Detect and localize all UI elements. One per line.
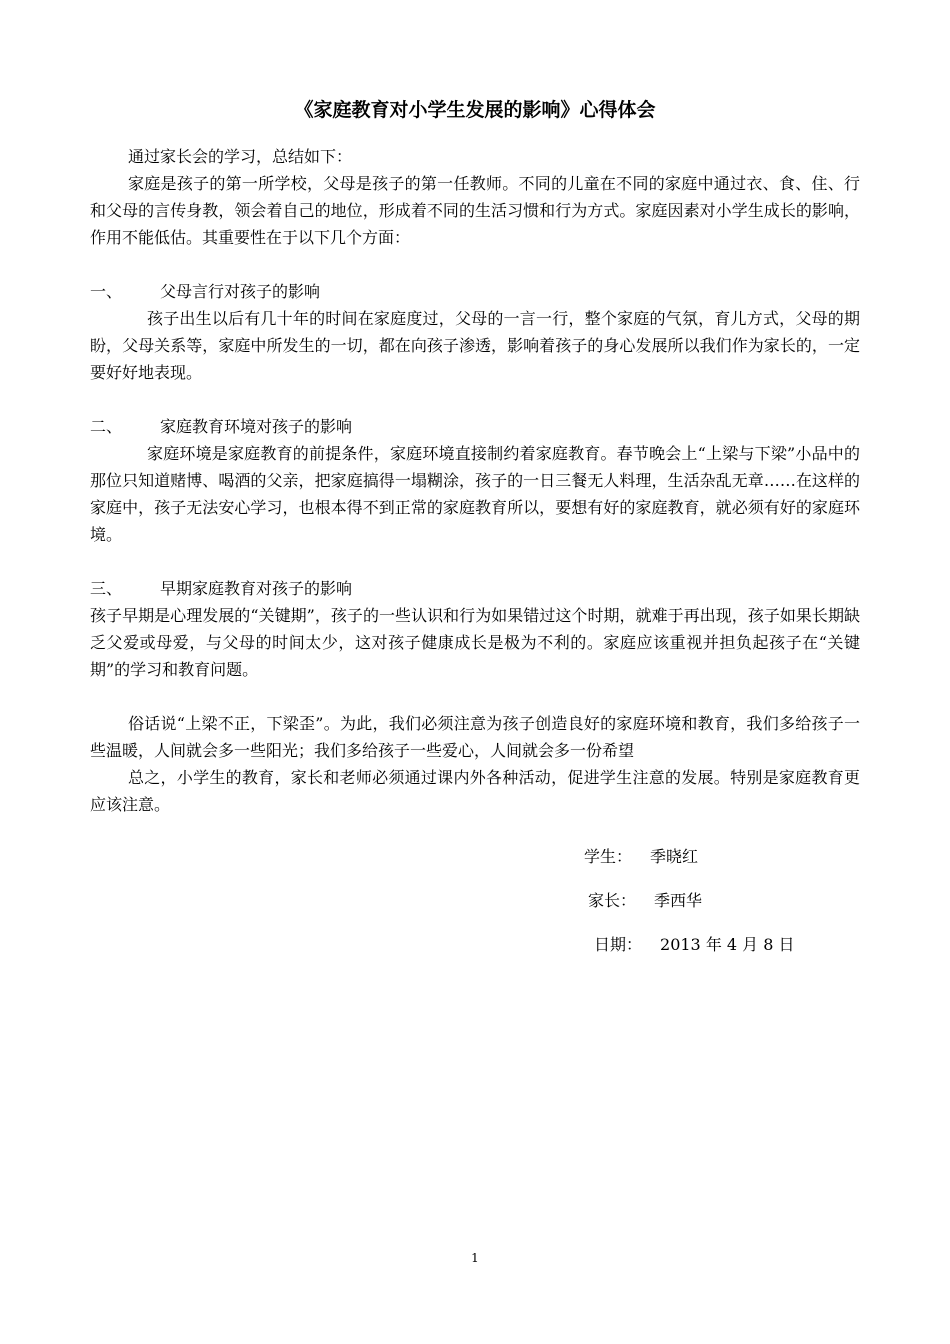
parent-label: 家长： <box>588 891 637 910</box>
blank-line <box>90 683 860 710</box>
student-name: 季晓红 <box>650 847 699 866</box>
section-title-2: 家庭教育环境对孩子的影响 <box>160 417 353 436</box>
section-heading-1 <box>90 278 860 305</box>
section-heading-2 <box>90 413 860 440</box>
document-title: 《家庭教育对小学生发展的影响》心得体会 <box>294 99 656 121</box>
conclusion-paragraph-2: 总之，小学生的教育，家长和老师必须通过课内外各种活动，促进学生注意的发展。特别是家庭教育更应该注意。 <box>90 768 860 814</box>
page-number: 1 <box>471 1251 479 1265</box>
blank-line <box>90 386 860 413</box>
section-number-3: 三、 <box>90 579 123 598</box>
section-heading-3 <box>90 575 860 602</box>
section-text-1: 孩子出生以后有几十年的时间在家庭度过，父母的一言一行，整个家庭的气氛，育儿方式，父母的期盼，父母关系等，家庭中所发生的一切，都在向孩子渗透，影响着孩子的身心发展所以我们作为家长的，一定要好好地表现。 <box>90 309 860 382</box>
intro-paragraph: 家庭是孩子的第一所学校，父母是孩子的第一任教师。不同的儿童在不同的家庭中通过衣、食、住、行和父母的言传身教，领会着自己的地位，形成着不同的生活习惯和行为方式。家庭因素对小学生成长的影响，作用不能低估。其重要性在于以下几个方面： <box>90 174 860 247</box>
section-text-2: 家庭环境是家庭教育的前提条件，家庭环境直接制约着家庭教育。春节晚会上“上梁与下梁”小品中的那位只知道赌博、喝酒的父亲，把家庭搞得一塌糊涂，孩子的一日三餐无人料理，生活杂乱无章……在这样的家庭中，孩子无法安心学习，也根本得不到正常的家庭教育所以，要想有好的家庭教育，就必须有好的家庭环境。 <box>90 444 860 544</box>
blank-line <box>90 548 860 575</box>
date-value: 2013 年 4 月 8 日 <box>660 935 795 954</box>
parent-name: 季西华 <box>654 891 703 910</box>
date-label: 日期： <box>594 935 643 954</box>
section-number-2: 二、 <box>90 417 123 436</box>
section-title-3: 早期家庭教育对孩子的影响 <box>160 579 353 598</box>
conclusion-paragraph-1: 俗话说“上梁不正，下梁歪”。为此，我们必须注意为孩子创造良好的家庭环境和教育，我们多给孩子一些温暖，人间就会多一些阳光；我们多给孩子一些爱心，人间就会多一份希望 <box>90 714 860 760</box>
date-line <box>594 933 795 957</box>
parent-signature <box>588 889 702 913</box>
section-text-3: 孩子早期是心理发展的“关键期”，孩子的一些认识和行为如果错过这个时期，就难于再出现，孩子如果长期缺乏父爱或母爱，与父母的时间太少，这对孩子健康成长是极为不利的。家庭应该重视并担负起孩子在“关键期”的学习和教育问题。 <box>90 606 860 679</box>
section-number-1: 一、 <box>90 282 123 301</box>
student-label: 学生： <box>584 847 633 866</box>
intro-line: 通过家长会的学习，总结如下： <box>128 147 353 166</box>
student-signature <box>584 845 698 869</box>
section-title-1: 父母言行对孩子的影响 <box>160 282 321 301</box>
document-body <box>90 143 860 818</box>
blank-line <box>90 251 860 278</box>
